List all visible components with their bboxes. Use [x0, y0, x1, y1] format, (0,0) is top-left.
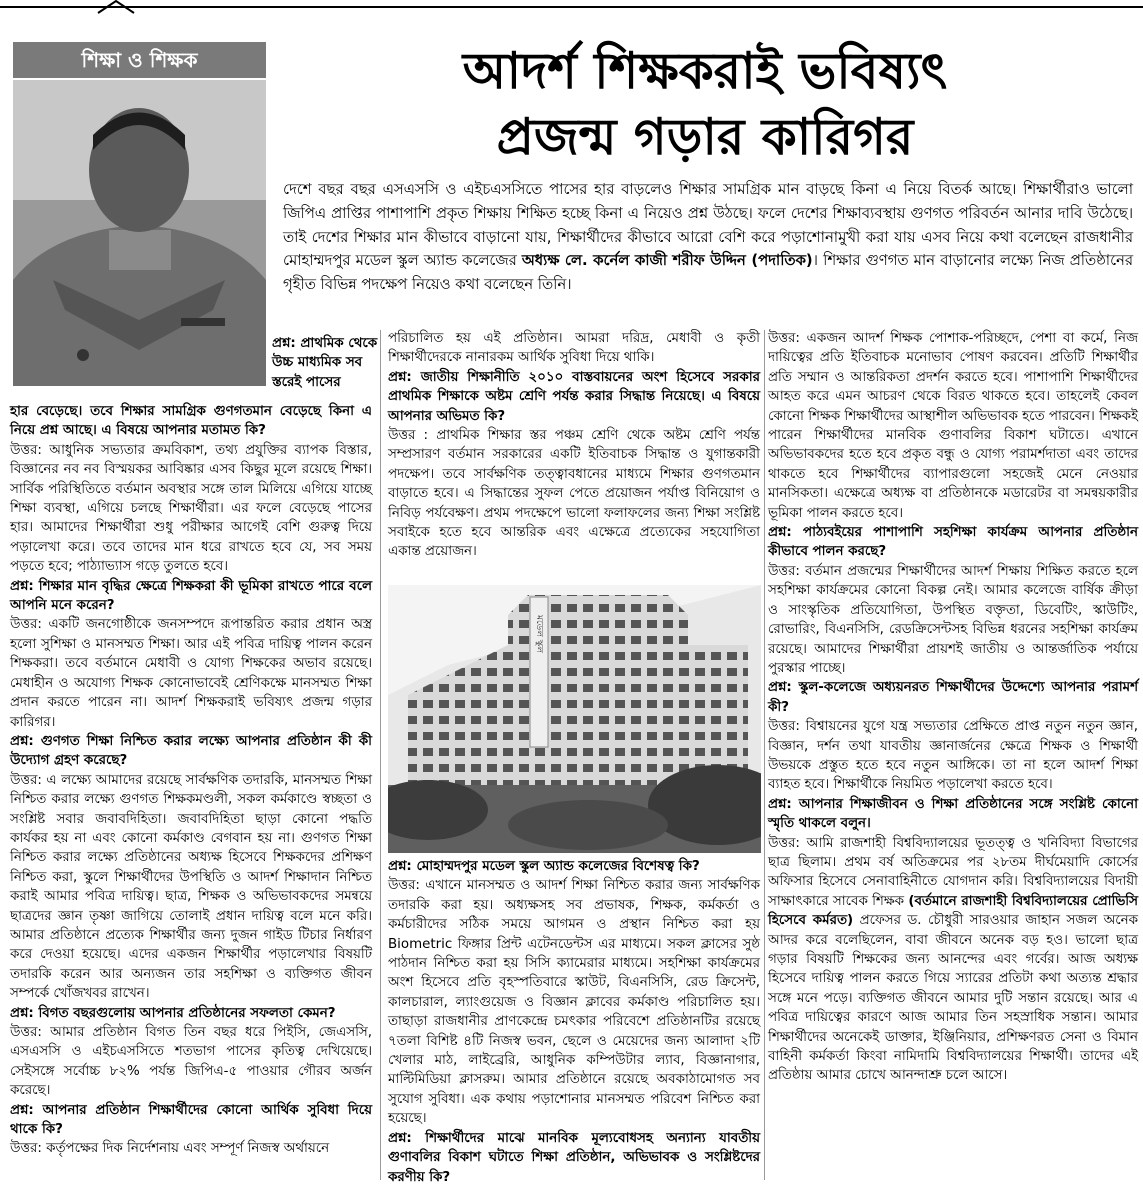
column-divider	[764, 330, 765, 1180]
section-label: শিক্ষা ও শিক্ষক	[13, 42, 266, 78]
portrait-photo	[13, 80, 266, 386]
answer-11-bold: (বর্তমানে রাজশাহী বিশ্ববিদ্যালয়ের প্রোভিসি হিসেবে কর্মরত)	[768, 893, 1138, 929]
column-2-top	[388, 329, 760, 562]
answer-11	[768, 834, 1138, 1086]
answer-3: উত্তর: এ লক্ষ্যে আমাদের রয়েছে সার্বক্ষণিক তদারকি, মানসম্মত শিক্ষা নিশ্চিত করার লক্ষ্যে গুণগত শিক্ষকমণ্ডলী, সকল কর্মকাণ্ডে স্বচ্ছতা ও সংশ্লিষ্ট সবার জবাবদিহিতা। জবাবদিহিতা ছাড়া কোনো পদ্ধতি কার্যকর হয় না এবং কোনো কর্মকাণ্ড বেগবান হয় না। গুণগত শিক্ষা নিশ্চিত করার লক্ষ্যে প্রতিষ্ঠানের অধ্যক্ষ হিসেবে শিক্ষকদের প্রশিক্ষণ নিশ্চিত করা, স্কুলে শিক্ষার্থীদের উপস্থিতি ও আদর্শ শিক্ষাদান নিশ্চিত করাই আমার পবিত্র দায়িত্ব। ছাত্র, শিক্ষক ও অভিভাবকদের সমন্বয়ে ছাত্রদের জ্ঞান তৃষ্ণা জাগিয়ে তোলাই প্রধান দায়িত্ব বলে মনে করি। আমার প্রতিষ্ঠানে প্রত্যেক শিক্ষার্থীর জন্য দুজন গাইড টিচার নির্ধারণ করে দেওয়া হয়েছে। এদের একজন শিক্ষার্থীর পড়ালেখার বিষয়টি তদারকি করেন আর অন্যজন তার সহশিক্ষা ও ব্যক্তিগত জীবন সম্পর্কে খোঁজখবর রাখেন।	[10, 772, 372, 1002]
question-6: প্রশ্ন: জাতীয় শিক্ষানীতি ২০১০ বাস্তবায়নের অংশ হিসেবে সরকার প্রাথমিক শিক্ষাকে অষ্টম শ্রেণি পর্যন্ত করার সিদ্ধান্ত নিয়েছে। এ বিষয়ে আপনার অভিমত কি?	[388, 369, 760, 424]
intro-text-end: । শিক্ষার গুণগত মান বাড়ানোর লক্ষ্যে নিজ প্রতিষ্ঠানের গৃহীত বিভিন্ন পদক্ষেপ নিয়েও কথা বলেছেন তিনি।	[283, 252, 1133, 294]
question-7: প্রশ্ন: মোহাম্মদপুর মডেল স্কুল অ্যান্ড কলেজের বিশেষত্ব কি?	[388, 859, 700, 874]
column-divider	[380, 330, 381, 1180]
answer-9: উত্তর: বর্তমান প্রজন্মের শিক্ষার্থীদের আদর্শ শিক্ষায় শিক্ষিত করতে হলে সহশিক্ষা কার্যক্রমের কোনো বিকল্প নেই। আমার কলেজে বার্ষিক ক্রীড়া ও সাংস্কৃতিক প্রতিযোগিতা, উপস্থিত বক্তৃতা, ডিবেটিং, স্কাউটিং, রোভারিং, বিএনসিসি, রেডক্রিসেন্টসহ বিভিন্ন ধরনের সহশিক্ষা কার্যক্রম রয়েছে। আমাদের শিক্ষার্থীরা প্রায়শই জাতীয় ও আন্তর্জাতিক পর্যায়ে পুরস্কার পাচ্ছে।	[768, 563, 1138, 676]
headline-line-1: আদর্শ শিক্ষকরাই ভবিষ্যৎ	[462, 42, 948, 100]
question-9: প্রশ্ন: পাঠ্যবইয়ের পাশাপাশি সহশিক্ষা কার্যক্রম আপনার প্রতিষ্ঠান কীভাবে পালন করছে?	[768, 525, 1138, 560]
intro-text: দেশে বছর বছর এসএসসি ও এইচএসসিতে পাসের হার বাড়লেও শিক্ষার সামগ্রিক মান বাড়ছে কিনা এ নিয়ে বিতর্ক আছে। শিক্ষার্থীরাও ভালো জিপিএ প্রাপ্তির পাশাপাশি প্রকৃত শিক্ষায় শিক্ষিত হচ্ছে কিনা এ নিয়েও প্রশ্ন উঠছে। ফলে দেশের শিক্ষাব্যবস্থায় গুণগত পরিবর্তন আনার দাবি উঠেছে। তাই দেশের শিক্ষার মান কীভাবে বাড়ানো যায়, শিক্ষার্থীদের কীভাবে আরো বেশি করে পড়াশোনামুখী করা যায় এসব নিয়ে কথা বলেছেন রাজধানীর মোহাম্মদপুর মডেল স্কুল অ্যান্ড কলেজের	[283, 181, 1133, 270]
answer-7: উত্তর: এখানে মানসম্মত ও আদর্শ শিক্ষা নিশ্চিত করার জন্য সার্বক্ষণিক তদারকি করা হয়। অধ্যক্ষসহ সব প্রভাষক, শিক্ষক, কর্মকর্তা ও কর্মচারীদের সঠিক সময়ে আগমন ও প্রস্থান নিশ্চিত করা হয় Biometric ফিঙ্গার প্রিন্ট এটেনডেন্টস এর মাধ্যমে। সকল ক্লাসের সুষ্ঠ পাঠদান নিশ্চিত করা হয় সিসি ক্যামেরার মাধ্যমে। সহশিক্ষা কার্যক্রমের অংশ হিসেবে প্রতি বৃহস্পতিবারে স্কাউট, বিএনসিসি, রেড ক্রিসেন্ট, কালচারাল, ল্যাংগুয়েজ ও বিজ্ঞান ক্লাবের কর্মকাণ্ড পরিচালিত হয়। তাছাড়া রাজধানীর প্রাণকেন্দ্রে চমৎকার পরিবেশে প্রতিষ্ঠানটির রয়েছে ৭তলা বিশিষ্ট ৪টি নিজস্ব ভবন, ছেলে ও মেয়েদের জন্য আলাদা ২টি খেলার মাঠ, লাইব্রেরি, আধুনিক কম্পিউটার ল্যাব, বিজ্ঞানাগার, মাল্টিমিডিয়া ক্লাসরুম। আমার প্রতিষ্ঠানে রয়েছে অবকাঠামোগত সব সুযোগ সুবিধা। এক কথায় পড়াশোনার মানসম্মত পরিবেশ নিশ্চিত করা হয়েছে।	[388, 878, 760, 1127]
headline-line-2: প্রজন্ম গড়ার কারিগর	[496, 108, 914, 166]
answer-11-text-end: প্রফেসর ড. চৌধুরী সারওয়ার জাহান সজল অনেক আদর করে বলেছিলেন, বাবা জীবনে অনেক বড় হও। ভালো ছাত্র গড়ার বিষয়টি শিক্ষকের জন্য আনন্দের এবং গর্বের। আজ অধ্যক্ষ হিসেবে দায়িত্ব পালন করতে গিয়ে স্যারের প্রতিটা কথা অত্যন্ত শ্রদ্ধার সঙ্গে মনে পড়ে। ব্যক্তিগত জীবনে আমার দুটি সন্তান রয়েছে। আর এ পবিত্র দায়িত্বের কারণে আজ আমার তিন সহস্রাধিক সন্তান। আমার শিক্ষার্থীদের অনেকেই ডাক্তার, ইঞ্জিনিয়ার, প্রশিক্ষণরত সেনা ও বিমান বাহিনী কর্মকর্তা কিংবা নামিদামি বিশ্ববিদ্যালয়ের শিক্ষার্থী। তাদের এই প্রতিষ্ঠায় আমার চোখে আনন্দাশ্রু চলে আসে।	[768, 913, 1138, 1084]
question-11: প্রশ্ন: আপনার শিক্ষাজীবন ও শিক্ষা প্রতিষ্ঠানের সঙ্গে সংশ্লিষ্ট কোনো স্মৃতি থাকলে বলুন।	[768, 796, 1138, 832]
question-3: প্রশ্ন: গুণগত শিক্ষা নিশ্চিত করার লক্ষ্যে আপনার প্রতিষ্ঠান কী কী উদ্যোগ গ্রহণ করেছে?	[10, 733, 372, 769]
question-1-start: প্রশ্ন: প্রাথমিক থেকে উচ্চ মাধ্যমিক সব স্তরেই পাসের	[272, 336, 378, 390]
answer-4: উত্তর: আমার প্রতিষ্ঠান বিগত তিন বছর ধরে পিইসি, জেএসসি, এসএসসি ও এইচএসসিতে শতভাগ পাসের কৃতিত্ব দেখিয়েছে। সেইসঙ্গে সর্বোচ্চ ৮২% পর্যন্ত জিপিএ-৫ পাওয়ার গৌরব অর্জন করেছে।	[10, 1025, 372, 1099]
answer-6: উত্তর : প্রাথমিক শিক্ষার স্তর পঞ্চম শ্রেণি থেকে অষ্টম শ্রেণি পর্যন্ত সম্প্রসারণ বর্তমান সরকারের একটি ইতিবাচক সিদ্ধান্ত ও যুগান্তকারী পদক্ষেপ। তবে সার্বক্ষণিক তত্ত্বাবধানের মাধ্যমে শিক্ষার গুণগতমান বাড়াতে হবে। এ সিদ্ধান্তের সুফল পেতে প্রয়োজন পর্যাপ্ত বিনিয়োগ ও নিবিড় পর্যবেক্ষণ। প্রথম পদক্ষেপে ভালো ফলাফলের জন্য শিক্ষা সংশ্লিষ্ট সবাইকে হতে হবে আন্তরিক এবং এক্ষেত্রে প্রত্যেকের সহযোগিতা একান্ত প্রয়োজন।	[388, 428, 760, 560]
answer-10: উত্তর: বিশ্বায়নের যুগে যন্ত্র সভ্যতার প্রেক্ষিতে প্রাপ্ত নতুন নতুন জ্ঞান, বিজ্ঞান, দর্শন তথা যাবতীয় জ্ঞানার্জনের ক্ষেত্রে শিক্ষক ও শিক্ষার্থী উভয়কে প্রস্তুত হতে হবে নতুন আঙ্গিকে। তা না হলে আদর্শ শিক্ষা ব্যাহত হবে। শিক্ষার্থীকে নিয়মিত পড়ালেখা করতে হবে।	[768, 719, 1138, 793]
answer-8: উত্তর: একজন আদর্শ শিক্ষক পোশাক-পরিচ্ছদে, পেশা বা কর্মে, নিজ দায়িত্বের প্রতি ইতিবাচক মনোভাব পোষণ করবেন। প্রতিটি শিক্ষার্থীর প্রতি সম্মান ও আন্তরিকতা প্রদর্শন করতে হবে। পাশাপাশি শিক্ষার্থীদের আহত করে এমন আচরণ থেকে বিরত থাকতে হবে। তাহলেই কেবল কোনো শিক্ষক শিক্ষার্থীদের আস্থাশীল অভিভাবক হতে পারবেন। শিক্ষকই পারেন শিক্ষার্থীদের মানবিক গুণাবলির বিকাশ ঘটাতে। এখানে অভিভাবকদের হতে হবে প্রকৃত বন্ধু ও যোগ্য পরামর্শদাতা এবং তাদের থাকতে হবে শিক্ষার্থীদের ব্যাপারগুলো সহজেই মেনে নেওয়ার মানসিকতা। এক্ষেত্রে অধ্যক্ষ বা প্রতিষ্ঠানকে মডারেটর বা সমন্বয়কারীর ভূমিকা পালন করতে হবে।	[768, 331, 1139, 521]
question-10: প্রশ্ন: স্কুল-কলেজে অধ্যয়নরত শিক্ষার্থীদের উদ্দেশ্যে আপনার পরামর্শ কী?	[768, 680, 1138, 715]
top-tab-marker	[96, 0, 136, 14]
intro-paragraph	[283, 178, 1133, 297]
answer-11-text: উত্তর: আমি রাজশাহী বিশ্ববিদ্যালয়ের ভূতত্ত্ব ও খনিবিদ্যা বিভাগের ছাত্র ছিলাম। প্রথম বর্ষ অতিক্রমের পর ২৮তম দীর্ঘমেয়াদি কোর্সের অফিসার হিসেবে সেনাবাহিনীতে যোগদান করি। বিশ্ববিদ্যালয়ের বিদায়ী সাক্ষাৎকারে সাবেক শিক্ষক	[768, 835, 1138, 909]
question-2: প্রশ্ন: শিক্ষার মান বৃদ্ধির ক্ষেত্রে শিক্ষকরা কী ভূমিকা রাখতে পারে বলে আপনি মনে করেন?	[10, 578, 372, 614]
interviewee-name: অধ্যক্ষ লে. কর্নেল কাজী শরীফ উদ্দিন (পদাতিক)	[521, 252, 813, 270]
question-5: প্রশ্ন: আপনার প্রতিষ্ঠান শিক্ষার্থীদের কোনো আর্থিক সুবিধা দিয়ে থাকে কি?	[10, 1102, 372, 1138]
building-sign: মডেল স্কুল	[534, 615, 544, 653]
column-3	[768, 329, 1138, 1086]
answer-1: উত্তর: আধুনিক সভ্যতার ক্রমবিকাশ, তথ্য প্রযুক্তির ব্যাপক বিস্তার, বিজ্ঞানের নব নব বিস্ময়কর আবিষ্কার এসব কিছুর মূলে রয়েছে শিক্ষা। সার্বিক পরিস্থিতিতে বর্তমান অবস্থার সঙ্গে তাল মিলিয়ে এগিয়ে যাচ্ছে শিক্ষা ব্যবস্থা, এগিয়ে চলছে শিক্ষার্থীরা। এর ফলে বেড়েছে পাসের হার। আমাদের শিক্ষার্থীরা শুধু পরীক্ষার আগেই বেশি গুরুত্ব দিয়ে পড়ালেখা করে। তবে তাদের মান ধরে রাখতে হবে যে, সব সময় পড়তে হবে; পাঠ্যাভ্যাস গড়ে তুলতে হবে।	[10, 442, 372, 575]
top-rule	[0, 6, 1143, 8]
answer-5: উত্তর: কর্তৃপক্ষের দিক নির্দেশনায় এবং সম্পূর্ণ নিজস্ব অর্থায়নে	[10, 1141, 330, 1157]
headline	[290, 38, 1120, 170]
school-building-photo	[388, 585, 761, 853]
question-4: প্রশ্ন: বিগত বছরগুলোয় আপনার প্রতিষ্ঠানের সফলতা কেমন?	[10, 1005, 336, 1021]
answer-5-continued: পরিচালিত হয় এই প্রতিষ্ঠান। আমরা দরিদ্র, মেধাবী ও কৃতী শিক্ষার্থীদেরকে নানারকম আর্থিক সুবিধা দিয়ে থাকি।	[388, 331, 760, 366]
question-8: প্রশ্ন: শিক্ষার্থীদের মাঝে মানবিক মূল্যবোধসহ অন্যান্য যাবতীয় গুণাবলির বিকাশ ঘটাতে শিক্ষা প্রতিষ্ঠান, অভিভাবক ও সংশ্লিষ্টদের করণীয় কি?	[388, 1130, 760, 1185]
column-2-bottom	[388, 857, 760, 1187]
question-1: হার বেড়েছে। তবে শিক্ষার সামগ্রিক গুণগতমান বেড়েছে কিনা এ নিয়ে প্রশ্ন আছে। এ বিষয়ে আপনার মতামত কি?	[10, 404, 372, 439]
column-1	[10, 402, 372, 1159]
column-1-top	[272, 334, 382, 392]
answer-2: উত্তর: একটি জনগোষ্ঠীকে জনসম্পদে রূপান্তরিত করার প্রধান অস্ত্র হলো সুশিক্ষা ও মানসম্মত শিক্ষা। আর এই পবিত্র দায়িত্ব পালন করেন শিক্ষকরা। তবে বর্তমানে মেধাবী ও যোগ্য শিক্ষকের অভাব রয়েছে। মেধাহীন ও অযোগ্য শিক্ষক কোনোভাবেই শ্রেণিকক্ষে মানসম্মত শিক্ষা প্রদান করতে পারেন না। আদর্শ শিক্ষকরাই ভবিষ্যৎ প্রজন্ম গড়ার কারিগর।	[10, 617, 372, 730]
